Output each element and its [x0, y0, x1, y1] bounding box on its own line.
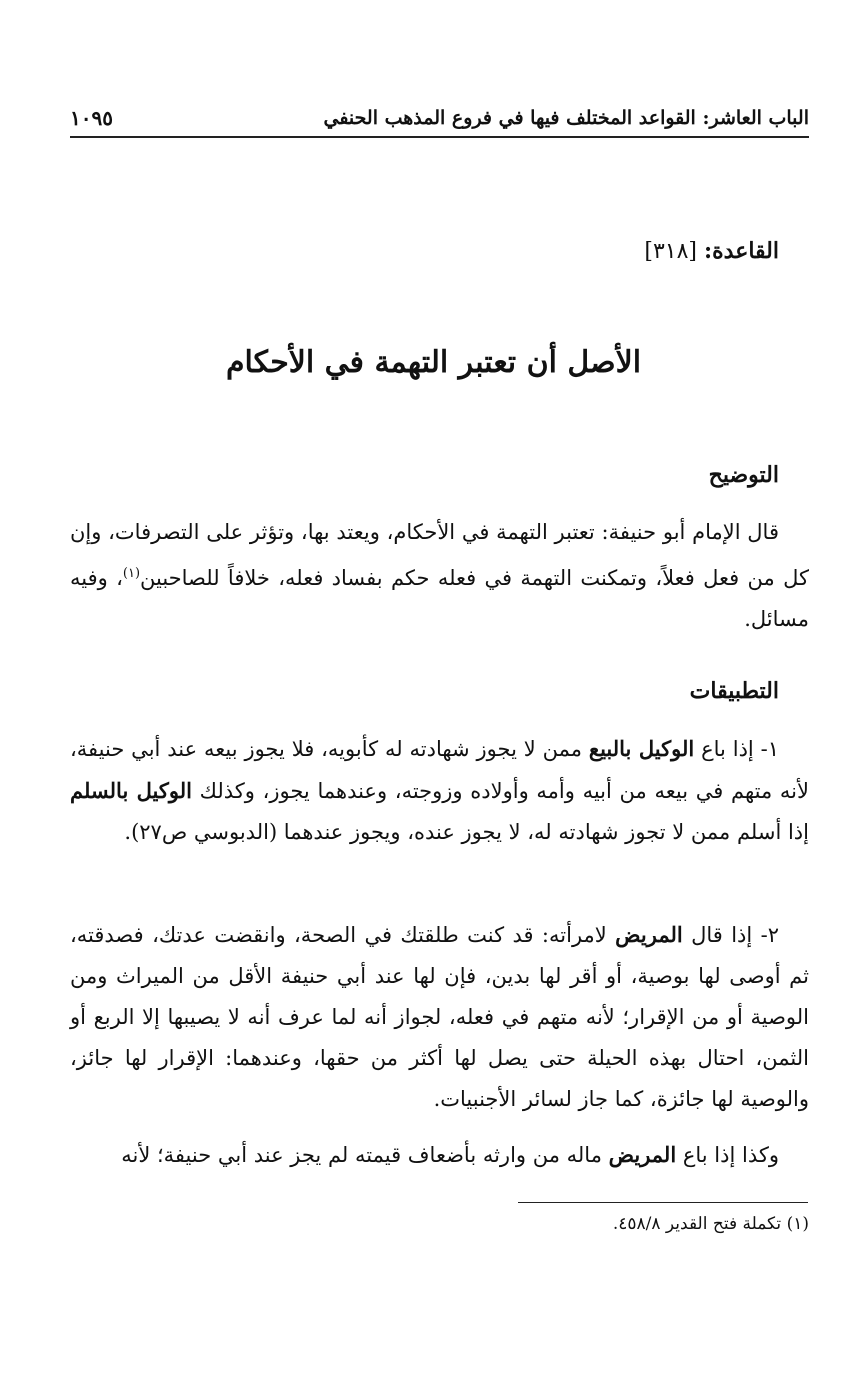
application-item-3 — [70, 1134, 809, 1176]
item2-text-b: لامرأته: قد كنت طلقتك في الصحة، وانقضت عدتك، فصدقته، ثم أوصى لها بوصية، أو أقر لها بدين، فإن لها عند أبي حنيفة الأقل من الميراث ومن الوصية أو من الإقرار؛ لأنه متهم في فعله، لجواز أنه لما عرف أنه لا يصيبها إلا الربع أو الثمن، احتال بهذه الحيلة حتى يصل لها أكثر من حقها، وعندهما: الإقرار لها جائز، والوصية لها جائزة، كما جاز لسائر الأجنبيات. — [70, 923, 809, 1111]
item1-text-a: ١- إذا باع — [694, 737, 780, 761]
explanation-text-end: ، وفيه مسائل. — [70, 566, 809, 631]
item1-text-c: إذا أسلم ممن لا تجوز شهادته له، لا يجوز عنده، ويجوز عندهما (الدبوسي ص٢٧). — [124, 820, 809, 844]
chapter-title: الباب العاشر: القواعد المختلف فيها في فروع المذهب الحنفي — [323, 107, 809, 129]
application-item-1 — [70, 728, 809, 853]
rule-label-text: القاعدة: — [704, 238, 779, 264]
item3-text-b: ماله من وارثه بأضعاف قيمته لم يجز عند أبي حنيفة؛ لأنه — [121, 1143, 609, 1167]
rule-label — [644, 238, 779, 264]
item3-term-a: المريض — [608, 1142, 677, 1167]
page-number: ١٠٩٥ — [70, 106, 113, 130]
applications-heading: التطبيقات — [689, 678, 779, 704]
item2-term-a: المريض — [615, 922, 683, 947]
running-header — [70, 100, 809, 138]
footnote-divider — [518, 1202, 808, 1203]
application-item-2 — [70, 914, 809, 1120]
footnote-marker: (١) — [122, 566, 141, 581]
item2-text-a: ٢- إذا قال — [682, 923, 780, 947]
item1-term-a: الوكيل بالبيع — [588, 736, 695, 761]
explanation-heading: التوضيح — [708, 462, 779, 488]
item1-term-b: الوكيل بالسلم — [70, 778, 192, 803]
rule-number: [٣١٨] — [644, 239, 698, 264]
item3-text-a: وكذا إذا باع — [676, 1143, 779, 1167]
explanation-paragraph — [70, 512, 809, 640]
rule-title: الأصل أن تعتبر التهمة في الأحكام — [225, 345, 642, 380]
footnote: (١) تكملة فتح القدير ٤٥٨/٨. — [612, 1214, 809, 1234]
explanation-text: قال الإمام أبو حنيفة: تعتبر التهمة في الأحكام، ويعتد بها، وتؤثر على التصرفات، وإن كل من فعل فعلاً، وتمكنت التهمة في فعله حكم بفساد فعله، خلافاً للصاحبين — [70, 520, 809, 590]
item1-text-b: ممن لا يجوز شهادته له كأبويه، فلا يجوز بيعه عند أبي حنيفة، لأنه متهم في بيعه من أبيه وأمه وأولاده وزوجته، وعندهما يجوز، وكذلك — [70, 737, 809, 803]
